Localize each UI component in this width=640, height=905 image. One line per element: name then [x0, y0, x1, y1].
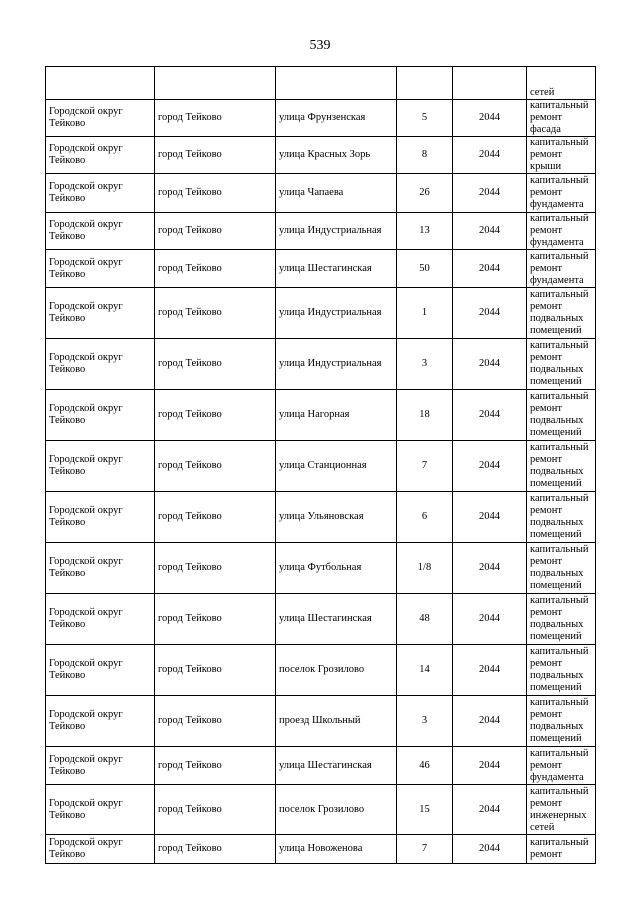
- page-number: 539: [309, 38, 331, 53]
- cell-district: Городской округ Тейково: [46, 441, 155, 492]
- table-row: [46, 594, 596, 645]
- table-row: [46, 441, 596, 492]
- cell-year: 2044: [453, 390, 527, 441]
- cell-house: 1: [397, 288, 453, 339]
- table-row: [46, 390, 596, 441]
- cell-year: 2044: [453, 594, 527, 645]
- cell-house: 7: [397, 441, 453, 492]
- cell-city: город Тейково: [155, 441, 276, 492]
- cell-city: город Тейково: [155, 645, 276, 696]
- repair-schedule-table: [45, 66, 596, 864]
- cell-year: 2044: [453, 543, 527, 594]
- table-row: [46, 288, 596, 339]
- cell-work: капитальный ремонт подвальных помещений: [527, 288, 596, 339]
- cell-street: улица Новоженова: [276, 835, 397, 864]
- cell-city: город Тейково: [155, 250, 276, 288]
- cell-work: капитальный ремонт подвальных помещений: [527, 594, 596, 645]
- cell-house: [397, 67, 453, 100]
- cell-district: Городской округ Тейково: [46, 390, 155, 441]
- cell-city: город Тейково: [155, 543, 276, 594]
- cell-work: капитальный ремонт подвальных помещений: [527, 543, 596, 594]
- table-body: [46, 67, 596, 864]
- cell-district: Городской округ Тейково: [46, 288, 155, 339]
- cell-district: Городской округ Тейково: [46, 174, 155, 213]
- cell-work: капитальный ремонт подвальных помещений: [527, 390, 596, 441]
- cell-street: улица Шестагинская: [276, 250, 397, 288]
- cell-city: город Тейково: [155, 696, 276, 747]
- cell-house: 5: [397, 100, 453, 137]
- cell-city: город Тейково: [155, 174, 276, 213]
- cell-district: Городской округ Тейково: [46, 645, 155, 696]
- cell-district: Городской округ Тейково: [46, 785, 155, 835]
- cell-city: город Тейково: [155, 835, 276, 864]
- cell-work: капитальный ремонт подвальных помещений: [527, 645, 596, 696]
- cell-city: город Тейково: [155, 100, 276, 137]
- cell-street: улица Футбольная: [276, 543, 397, 594]
- table-row: [46, 696, 596, 747]
- table-row: [46, 747, 596, 785]
- cell-house: 3: [397, 339, 453, 390]
- cell-house: 13: [397, 213, 453, 250]
- cell-year: 2044: [453, 339, 527, 390]
- table-row: [46, 339, 596, 390]
- cell-house: 1/8: [397, 543, 453, 594]
- cell-house: 46: [397, 747, 453, 785]
- cell-work: сетей: [527, 67, 596, 100]
- cell-district: Городской округ Тейково: [46, 100, 155, 137]
- cell-year: 2044: [453, 835, 527, 864]
- cell-district: Городской округ Тейково: [46, 339, 155, 390]
- cell-city: город Тейково: [155, 390, 276, 441]
- cell-district: Городской округ Тейково: [46, 835, 155, 864]
- cell-work: капитальный ремонт подвальных помещений: [527, 492, 596, 543]
- table-row: [46, 250, 596, 288]
- cell-year: 2044: [453, 645, 527, 696]
- table-row: [46, 835, 596, 864]
- cell-year: 2044: [453, 696, 527, 747]
- table-row: [46, 137, 596, 174]
- cell-district: [46, 67, 155, 100]
- cell-street: поселок Грозилово: [276, 785, 397, 835]
- table-row: [46, 213, 596, 250]
- cell-year: 2044: [453, 213, 527, 250]
- cell-house: 50: [397, 250, 453, 288]
- cell-street: улица Шестагинская: [276, 594, 397, 645]
- cell-street: улица Индустриальная: [276, 213, 397, 250]
- cell-street: улица Индустриальная: [276, 339, 397, 390]
- cell-street: улица Шестагинская: [276, 747, 397, 785]
- cell-street: улица Станционная: [276, 441, 397, 492]
- cell-city: [155, 67, 276, 100]
- cell-year: 2044: [453, 492, 527, 543]
- cell-city: город Тейково: [155, 785, 276, 835]
- cell-city: город Тейково: [155, 137, 276, 174]
- cell-year: 2044: [453, 137, 527, 174]
- cell-work: капитальный ремонт подвальных помещений: [527, 339, 596, 390]
- cell-year: 2044: [453, 747, 527, 785]
- cell-district: Городской округ Тейково: [46, 492, 155, 543]
- cell-work: капитальный ремонт фундамента: [527, 747, 596, 785]
- cell-work: капитальный ремонт: [527, 835, 596, 864]
- cell-city: город Тейково: [155, 594, 276, 645]
- cell-house: 15: [397, 785, 453, 835]
- cell-year: 2044: [453, 441, 527, 492]
- cell-house: 6: [397, 492, 453, 543]
- cell-district: Городской округ Тейково: [46, 543, 155, 594]
- table-row: [46, 100, 596, 137]
- cell-house: 8: [397, 137, 453, 174]
- cell-street: улица Красных Зорь: [276, 137, 397, 174]
- cell-street: улица Нагорная: [276, 390, 397, 441]
- cell-district: Городской округ Тейково: [46, 137, 155, 174]
- table-row: [46, 785, 596, 835]
- cell-work: капитальный ремонт инженерных сетей: [527, 785, 596, 835]
- cell-year: 2044: [453, 100, 527, 137]
- cell-work: капитальный ремонт подвальных помещений: [527, 441, 596, 492]
- cell-year: 2044: [453, 288, 527, 339]
- cell-year: 2044: [453, 174, 527, 213]
- cell-city: город Тейково: [155, 492, 276, 543]
- cell-city: город Тейково: [155, 339, 276, 390]
- cell-house: 14: [397, 645, 453, 696]
- cell-year: 2044: [453, 785, 527, 835]
- cell-street: улица Индустриальная: [276, 288, 397, 339]
- cell-city: город Тейково: [155, 747, 276, 785]
- cell-district: Городской округ Тейково: [46, 213, 155, 250]
- table-row: [46, 492, 596, 543]
- cell-house: 48: [397, 594, 453, 645]
- cell-work: капитальный ремонт подвальных помещений: [527, 696, 596, 747]
- cell-work: капитальный ремонт фундамента: [527, 250, 596, 288]
- cell-district: Городской округ Тейково: [46, 594, 155, 645]
- cell-year: [453, 67, 527, 100]
- cell-work: капитальный ремонт фундамента: [527, 213, 596, 250]
- cell-house: 3: [397, 696, 453, 747]
- cell-work: капитальный ремонт крыши: [527, 137, 596, 174]
- cell-house: 18: [397, 390, 453, 441]
- cell-house: 7: [397, 835, 453, 864]
- cell-work: капитальный ремонт фундамента: [527, 174, 596, 213]
- cell-street: улица Ульяновская: [276, 492, 397, 543]
- table-row: [46, 543, 596, 594]
- cell-city: город Тейково: [155, 288, 276, 339]
- cell-street: улица Фрунзенская: [276, 100, 397, 137]
- cell-street: [276, 67, 397, 100]
- table-row: [46, 174, 596, 213]
- cell-district: Городской округ Тейково: [46, 696, 155, 747]
- cell-district: Городской округ Тейково: [46, 250, 155, 288]
- cell-street: проезд Школьный: [276, 696, 397, 747]
- cell-work: капитальный ремонт фасада: [527, 100, 596, 137]
- cell-district: Городской округ Тейково: [46, 747, 155, 785]
- cell-year: 2044: [453, 250, 527, 288]
- table-row-continuation: [46, 67, 596, 100]
- cell-house: 26: [397, 174, 453, 213]
- cell-city: город Тейково: [155, 213, 276, 250]
- table-row: [46, 645, 596, 696]
- cell-street: улица Чапаева: [276, 174, 397, 213]
- cell-street: поселок Грозилово: [276, 645, 397, 696]
